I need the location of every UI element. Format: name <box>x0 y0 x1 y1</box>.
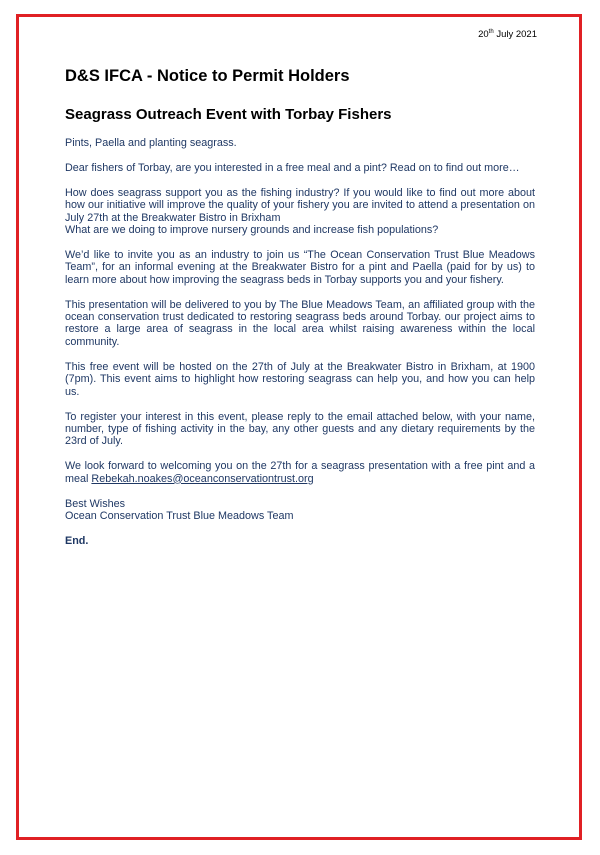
greeting-paragraph: Dear fishers of Torbay, are you interested in a free meal and a pint? Read on to find out more… <box>65 161 520 174</box>
event-details-paragraph: This free event will be hosted on the 27th of July at the Breakwater Bistro in Brixham, at 1900 (7pm). This event aims to highlight how restoring seagrass can help you, and how you can help us. <box>65 360 535 398</box>
document-date: 20th July 2021 <box>478 29 537 40</box>
signoff: Best Wishes Ocean Conservation Trust Blue Meadows Team <box>65 497 294 522</box>
closing-paragraph: We look forward to welcoming you on the 27th for a seagrass presentation with a free pint and a meal Rebekah.noakes@oceanconservationtrust.org <box>65 460 535 485</box>
contact-email-link[interactable]: Rebekah.noakes@oceanconservationtrust.org <box>91 472 314 485</box>
end-marker: End. <box>65 534 89 547</box>
page-title: D&S IFCA - Notice to Permit Holders <box>65 67 350 85</box>
page-subtitle: Seagrass Outreach Event with Torbay Fishers <box>65 106 392 123</box>
invitation-paragraph: We’d like to invite you as an industry to join us “The Ocean Conservation Trust Blue Meadows Team”, for an informal evening at the Breakwater Bistro for a pint and Paella (paid for by us) to learn more about how improving the seagrass beds in Torbay supports you and your fishery. <box>65 248 535 286</box>
document-body <box>65 66 535 547</box>
presentation-paragraph: This presentation will be delivered to you by The Blue Meadows Team, an affiliated group with the ocean conservation trust dedicated to restoring seagrass beds around Torbay. our project aims to restore a large area of seagrass in the local area whilst raising awareness within the local community. <box>65 298 535 348</box>
seagrass-question-paragraph: How does seagrass support you as the fishing industry? If you would like to find out more about how our initiative will improve the quality of your fishery you are invited to attend a presentation on July 27th at the Breakwater Bistro in Brixham What are we doing to improve nursery grounds and increase fish populations? <box>65 186 535 237</box>
registration-paragraph: To register your interest in this event, please reply to the email attached below, with your name, number, type of fishing activity in the bay, any other guests and any dietary requirements by the 23rd of July. <box>65 410 535 448</box>
intro-line: Pints, Paella and planting seagrass. <box>65 137 237 149</box>
